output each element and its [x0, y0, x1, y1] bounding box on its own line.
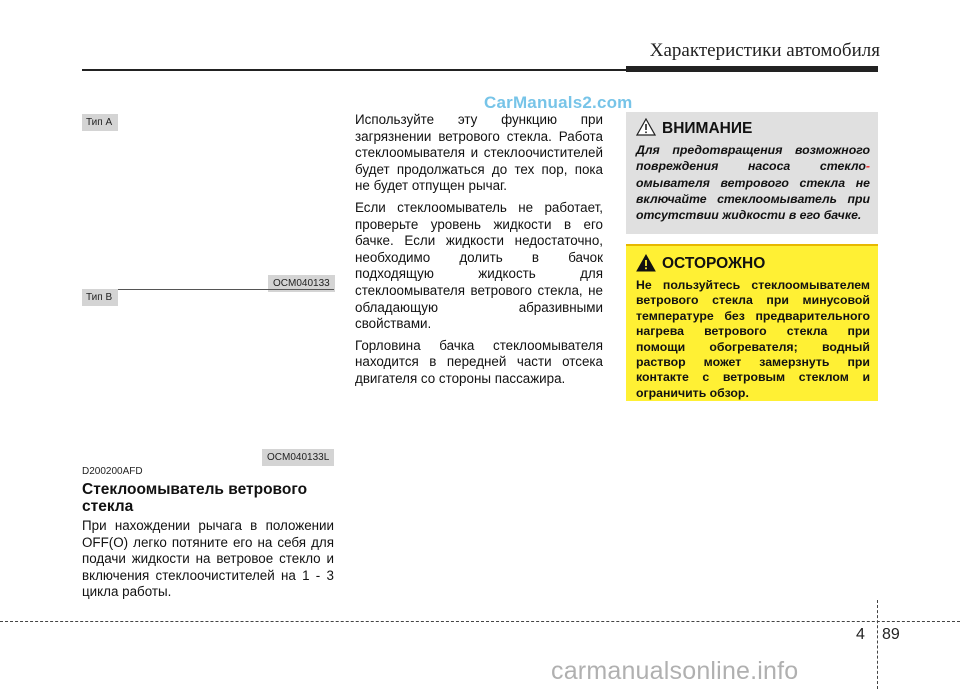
- warning-triangle-icon: [636, 118, 656, 136]
- warning-text-part-1: Для предотвращения возможного повреждения насоса стекло: [636, 143, 870, 174]
- middle-paragraph-1: Используйте эту функцию при загрязнении ветрового стекла. Работа стеклоомывателя и стеклоочистителей будет продолжаться до тех пор, пока не будет отпущен рычаг.: [355, 112, 603, 194]
- page-header-title: Характеристики автомобиля: [649, 40, 880, 61]
- header-rule: [82, 69, 626, 71]
- caution-triangle-icon: [636, 254, 656, 272]
- section-paragraph-text: При нахождении рычага в положении OFF(O) легко потяните его на себя для подачи жидкости на ветровое стекло и включения стеклоочистителей на 1 - 3 цикла работы.: [82, 518, 334, 600]
- figure-type-b-label: Тип B: [82, 289, 118, 306]
- middle-paragraph-3: Горловина бачка стеклоомывателя находится в передней части отсека двигателя со стороны пассажира.: [355, 337, 603, 386]
- figure-b-code: OCM040133L: [262, 449, 334, 466]
- figure-divider: [82, 289, 334, 290]
- footer-divider: [0, 621, 960, 622]
- middle-paragraph-2: Если стеклоомыватель не работает, проверьте уровень жидкости в его бачке. Если жидкости недостаточно, необходимо долить в бачок подходящую жидкость для стеклоомывателя ветрового стекла, не обладающую абразивными свойствами.: [355, 199, 603, 332]
- page-number: 89: [882, 626, 900, 643]
- figure-type-a-label: Тип A: [82, 114, 118, 131]
- warning-text-part-2: омывателя ветрового стекла не включайте стеклоомыватель при отсутствии жидкости в его бачке.: [636, 175, 870, 223]
- warning-text: [636, 142, 870, 223]
- warning-hyphen-mark: -: [865, 159, 870, 174]
- header-rule-accent: [626, 66, 878, 72]
- caution-title: ОСТОРОЖНО: [662, 255, 766, 272]
- middle-column-text: [355, 112, 603, 393]
- warning-title: ВНИМАНИЕ: [662, 120, 753, 137]
- figure-a-code: OCM040133: [268, 275, 335, 292]
- footer-watermark[interactable]: carmanualsonline.info: [551, 657, 799, 685]
- watermark-logo[interactable]: CarManuals2.com: [484, 93, 633, 112]
- section-heading: Стеклоомыватель ветрового стекла: [82, 481, 308, 515]
- footer-vertical-divider: [877, 600, 878, 689]
- caution-text: Не пользуйтесь стеклоомывателем ветрового стекла при минусовой температуре без предварительного нагрева ветрового стекла при помощи обогревателя; водный раствор может замерзнуть при контакте с ветровым стеклом и ограничить обзор.: [636, 278, 870, 400]
- chapter-number: 4: [856, 626, 865, 643]
- section-code: D200200AFD: [82, 466, 143, 477]
- section-paragraph: [82, 518, 334, 606]
